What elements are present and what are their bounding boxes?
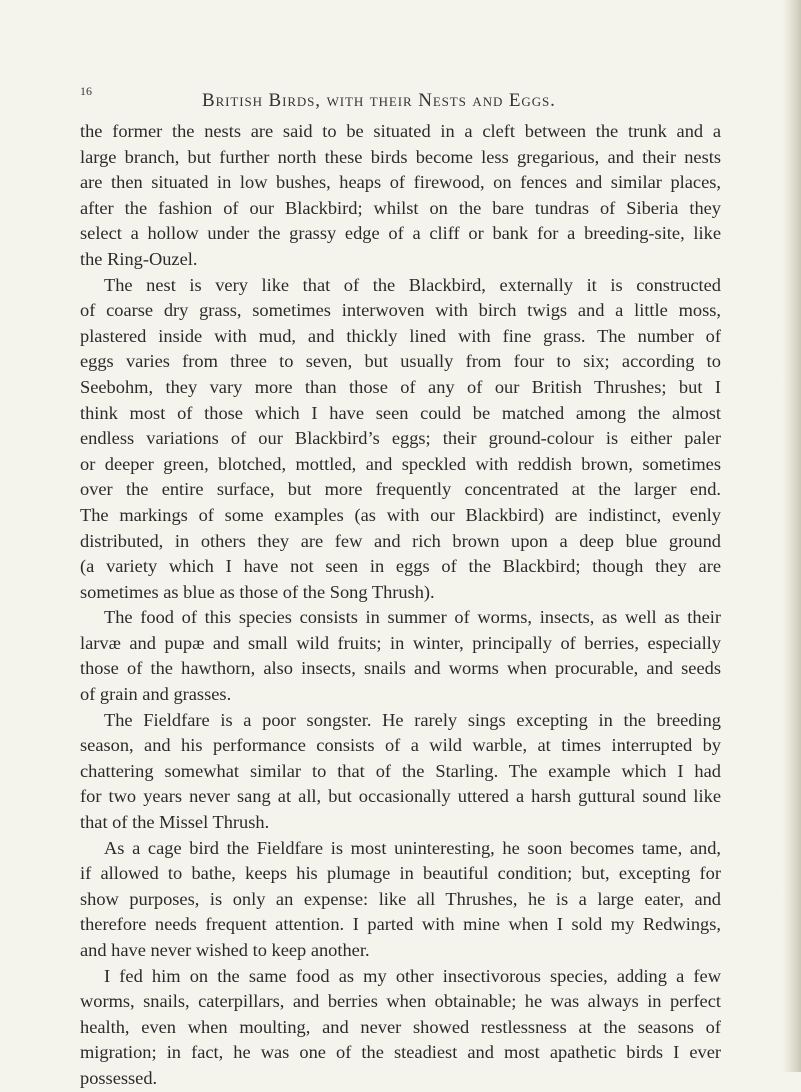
text-line: sometimes as blue as those of the Song Thrush). bbox=[80, 581, 435, 602]
text-line: or deeper green, blotched, mottled, and speckled with reddish brown, sometimes bbox=[80, 453, 721, 474]
text-line: possessed. bbox=[80, 1067, 158, 1088]
text-line: that of the Missel Thrush. bbox=[80, 812, 270, 833]
text-line: distributed, in others they are few and rich brown upon a deep blue ground bbox=[80, 530, 721, 551]
text-line: The markings of some examples (as with our Blackbird) are indistinct, evenly bbox=[80, 504, 721, 525]
text-line: show purposes, is only an expense: like all Thrushes, he is a large eater, and bbox=[80, 888, 721, 909]
text-line: therefore needs frequent attention. I parted with mine when I sold my Redwings, bbox=[80, 914, 721, 935]
text-line: larvæ and pupæ and small wild fruits; in winter, principally of berries, especially bbox=[80, 632, 721, 653]
text-line: I fed him on the same food as my other insectivorous species, adding a few bbox=[104, 965, 721, 986]
text-line: (a variety which I have not seen in eggs of the Blackbird; though they are bbox=[80, 556, 721, 577]
text-line: The Fieldfare is a poor songster. He rarely sings excepting in the breeding bbox=[104, 709, 721, 730]
text-line: Seebohm, they vary more than those of any of our British Thrushes; but I bbox=[80, 376, 721, 397]
text-line: large branch, but further north these birds become less gregarious, and their nests bbox=[80, 146, 721, 167]
text-line: for two years never sang at all, but occasionally uttered a harsh guttural sound like bbox=[80, 786, 721, 807]
text-line: plastered inside with mud, and thickly lined with fine grass. The number of bbox=[80, 325, 721, 346]
page-edge-shadow bbox=[783, 0, 801, 1072]
page-header bbox=[80, 84, 720, 114]
text-line: those of the hawthorn, also insects, snails and worms when procurable, and seeds bbox=[80, 658, 721, 679]
text-line: the Ring-Ouzel. bbox=[80, 248, 198, 269]
text-line: select a hollow under the grassy edge of a cliff or bank for a breeding-site, like bbox=[80, 223, 721, 244]
text-line: if allowed to bathe, keeps his plumage in beautiful condition; but, excepting for bbox=[80, 863, 721, 884]
page-number: 16 bbox=[80, 84, 92, 98]
text-line: The food of this species consists in summer of worms, insects, as well as their bbox=[104, 607, 721, 628]
text-line: think most of those which I have seen could be matched among the almost bbox=[80, 402, 721, 423]
text-line: and have never wished to keep another. bbox=[80, 940, 370, 960]
text-line: migration; in fact, he was one of the steadiest and most apathetic birds I ever bbox=[80, 1042, 721, 1063]
body-text bbox=[80, 119, 721, 1092]
running-title: British Birds, with their Nests and Eggs. bbox=[202, 90, 556, 111]
text-line: are then situated in low bushes, heaps of firewood, on fences and similar places, bbox=[80, 172, 721, 193]
text-line: of coarse dry grass, sometimes interwoven with birch twigs and a little moss, bbox=[80, 300, 721, 321]
text-line: endless variations of our Blackbird’s eggs; their ground-colour is either paler bbox=[80, 428, 721, 449]
text-line: As a cage bird the Fieldfare is most uninteresting, he soon becomes tame, and, bbox=[104, 837, 721, 858]
text-line: the former the nests are said to be situated in a cleft between the trunk and a bbox=[80, 121, 721, 141]
text-line: health, even when moulting, and never showed restlessness at the seasons of bbox=[80, 1016, 721, 1037]
text-line: after the fashion of our Blackbird; whilst on the bare tundras of Siberia they bbox=[80, 197, 721, 218]
text-line: eggs varies from three to seven, but usually from four to six; according to bbox=[80, 351, 721, 372]
text-line: over the entire surface, but more frequently concentrated at the larger end. bbox=[80, 479, 721, 500]
text-line: season, and his performance consists of a wild warble, at times interrupted by bbox=[80, 735, 721, 756]
text-line: The nest is very like that of the Blackbird, externally it is constructed bbox=[104, 274, 721, 295]
text-line: chattering somewhat similar to that of the Starling. The example which I had bbox=[80, 760, 721, 781]
text-line: of grain and grasses. bbox=[80, 684, 232, 705]
text-line: worms, snails, caterpillars, and berries when obtainable; he was always in perfect bbox=[80, 991, 721, 1012]
